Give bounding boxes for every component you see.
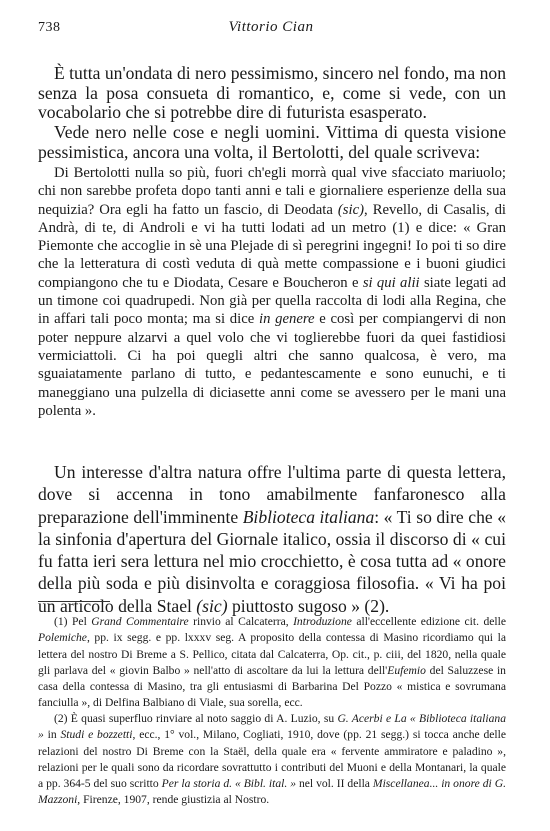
quote-text: siate legati ad un timone coi quadrupedi. Non già per quella raccolta di lodi alla Regina, che in affari tali poco monta; ma si dice — [38, 274, 507, 328]
paragraph-bertolotti: Vede nero nelle cose e negli uomini. Vittima di questa visione pessimistica, ancora una volta, il Bertolotti, del quale scriveva: — [38, 122, 506, 162]
paragraph-biblioteca: Un interesse d'altra natura offre l'ultima parte di questa lettera, dove si accenna in tono amabilmente fanfaronesco alla preparazione dell'imminente Biblioteca italiana: « Ti so dire che « la sinfonia d'apertura del Giornale italico, ossia il discorso di « cui fu fatta ieri sera lettura nel mio crocchietto, è cosa tutta ad « onore della più soda e più disinvolta e coraggiosa filosofia. « Vi ha poi un articolo della Stael (sic) piuttosto sugoso » (2). — [38, 462, 506, 616]
footnote-1: (1) Pel Grand Commentaire rinvio al Calcaterra, Introduzione all'eccellente edizione cit. delle Polemiche, pp. ix segg. e pp. lxxxv seg. A proposito della contessa di Masino ricordiamo qui la lettera del nostro Di Breme a S. Pellico, citata dal Calcaterra, Op. cit., p. ciii, del 1820, nella quale gli parlava del « giovin Balbo » nell'atto di ascoltare da lui la lettura dell'Eufemio del Saluzzese in casa della contessa di Masino, tra gli entusiasmi di Barbarina Del Pozzo « mistica e sovrumana fanciulla », di Delfina Balbiano di Viale, sua sorella, ecc. — [38, 615, 506, 710]
quote-text: e così per compiangervi di non poter neppure alzarvi a quel volo che vi toglierebbe fuori da quei fastidiosi vermiciattoli. Ci ha poi quegli altri che sanno qualcosa, è vero, ma sguaiatamente parlano di tutto, e pedantescamente e sono eunuchi, e ti maneggiano una pulzella di diciasette anni come se avessero per le mani una polenta ». — [38, 311, 507, 419]
quote-text: Di Bertolotti nulla so più, fuori ch'egli morrà qual vive sfacciato mariuolo; chi non sarebbe profeta dopo tanti anni e tali e giornaliere esperienze della sua nequizia? Ora egli ha fatto un fascio, di Deodata — [38, 165, 506, 218]
running-head: Vittorio Cian — [228, 19, 314, 35]
quote-sic: (sic) — [337, 201, 365, 218]
quoted-letter — [38, 164, 506, 420]
page-number: 738 — [38, 20, 61, 35]
quote-latin-phrase: in genere — [259, 311, 315, 328]
footnote-separator — [38, 601, 110, 602]
paragraph-pessimism: È tutta un'ondata di nero pessimismo, sincero nel fondo, ma non senza la posa consueta di romantico, e, come si vede, con un vocabolario che si potrebbe dire di futurista esasperato. — [38, 63, 506, 123]
footnote-2: (2) È quasi superfluo rinviare al noto saggio di A. Luzio, su G. Acerbi e La « Biblioteca italiana » in Studi e bozzetti, ecc., 1° vol., Milano, Cogliati, 1910, dove (pp. 21 segg.) si tocca anche delle relazioni del nostro Di Breme con la Staël, della quale era « fervente ammiratore e paladino », relazioni per le quali sono da ricordare sovrattutto i contributi del Muoni e della Montanari, la quale a pp. 364-5 del suo scritto Per la storia d. « Bibl. ital. » nel vol. II della Miscellanea... in onore di G. Mazzoni, Firenze, 1907, rende giustizia al Nostro. — [38, 712, 507, 807]
page-header — [38, 16, 504, 38]
biblioteca-title: Biblioteca italiana — [242, 506, 375, 527]
quote-latin-phrase: si qui alii — [362, 274, 420, 291]
quote-text: , Revello, di Casalis, di Andrà, di te, di Androli e vi ha tutti lodati ad un metro (1) e dice: « Gran Piemonte che accoglie in sè una Plejade di sì peregrini ingegni! Io poi ti so dire che la letteratura di costì veduta di quà mette compassione e i buoni giudici compiangono che tu e Diodata, Cesare e Boucheron e — [38, 201, 507, 291]
sic-note: (sic) — [196, 595, 228, 616]
